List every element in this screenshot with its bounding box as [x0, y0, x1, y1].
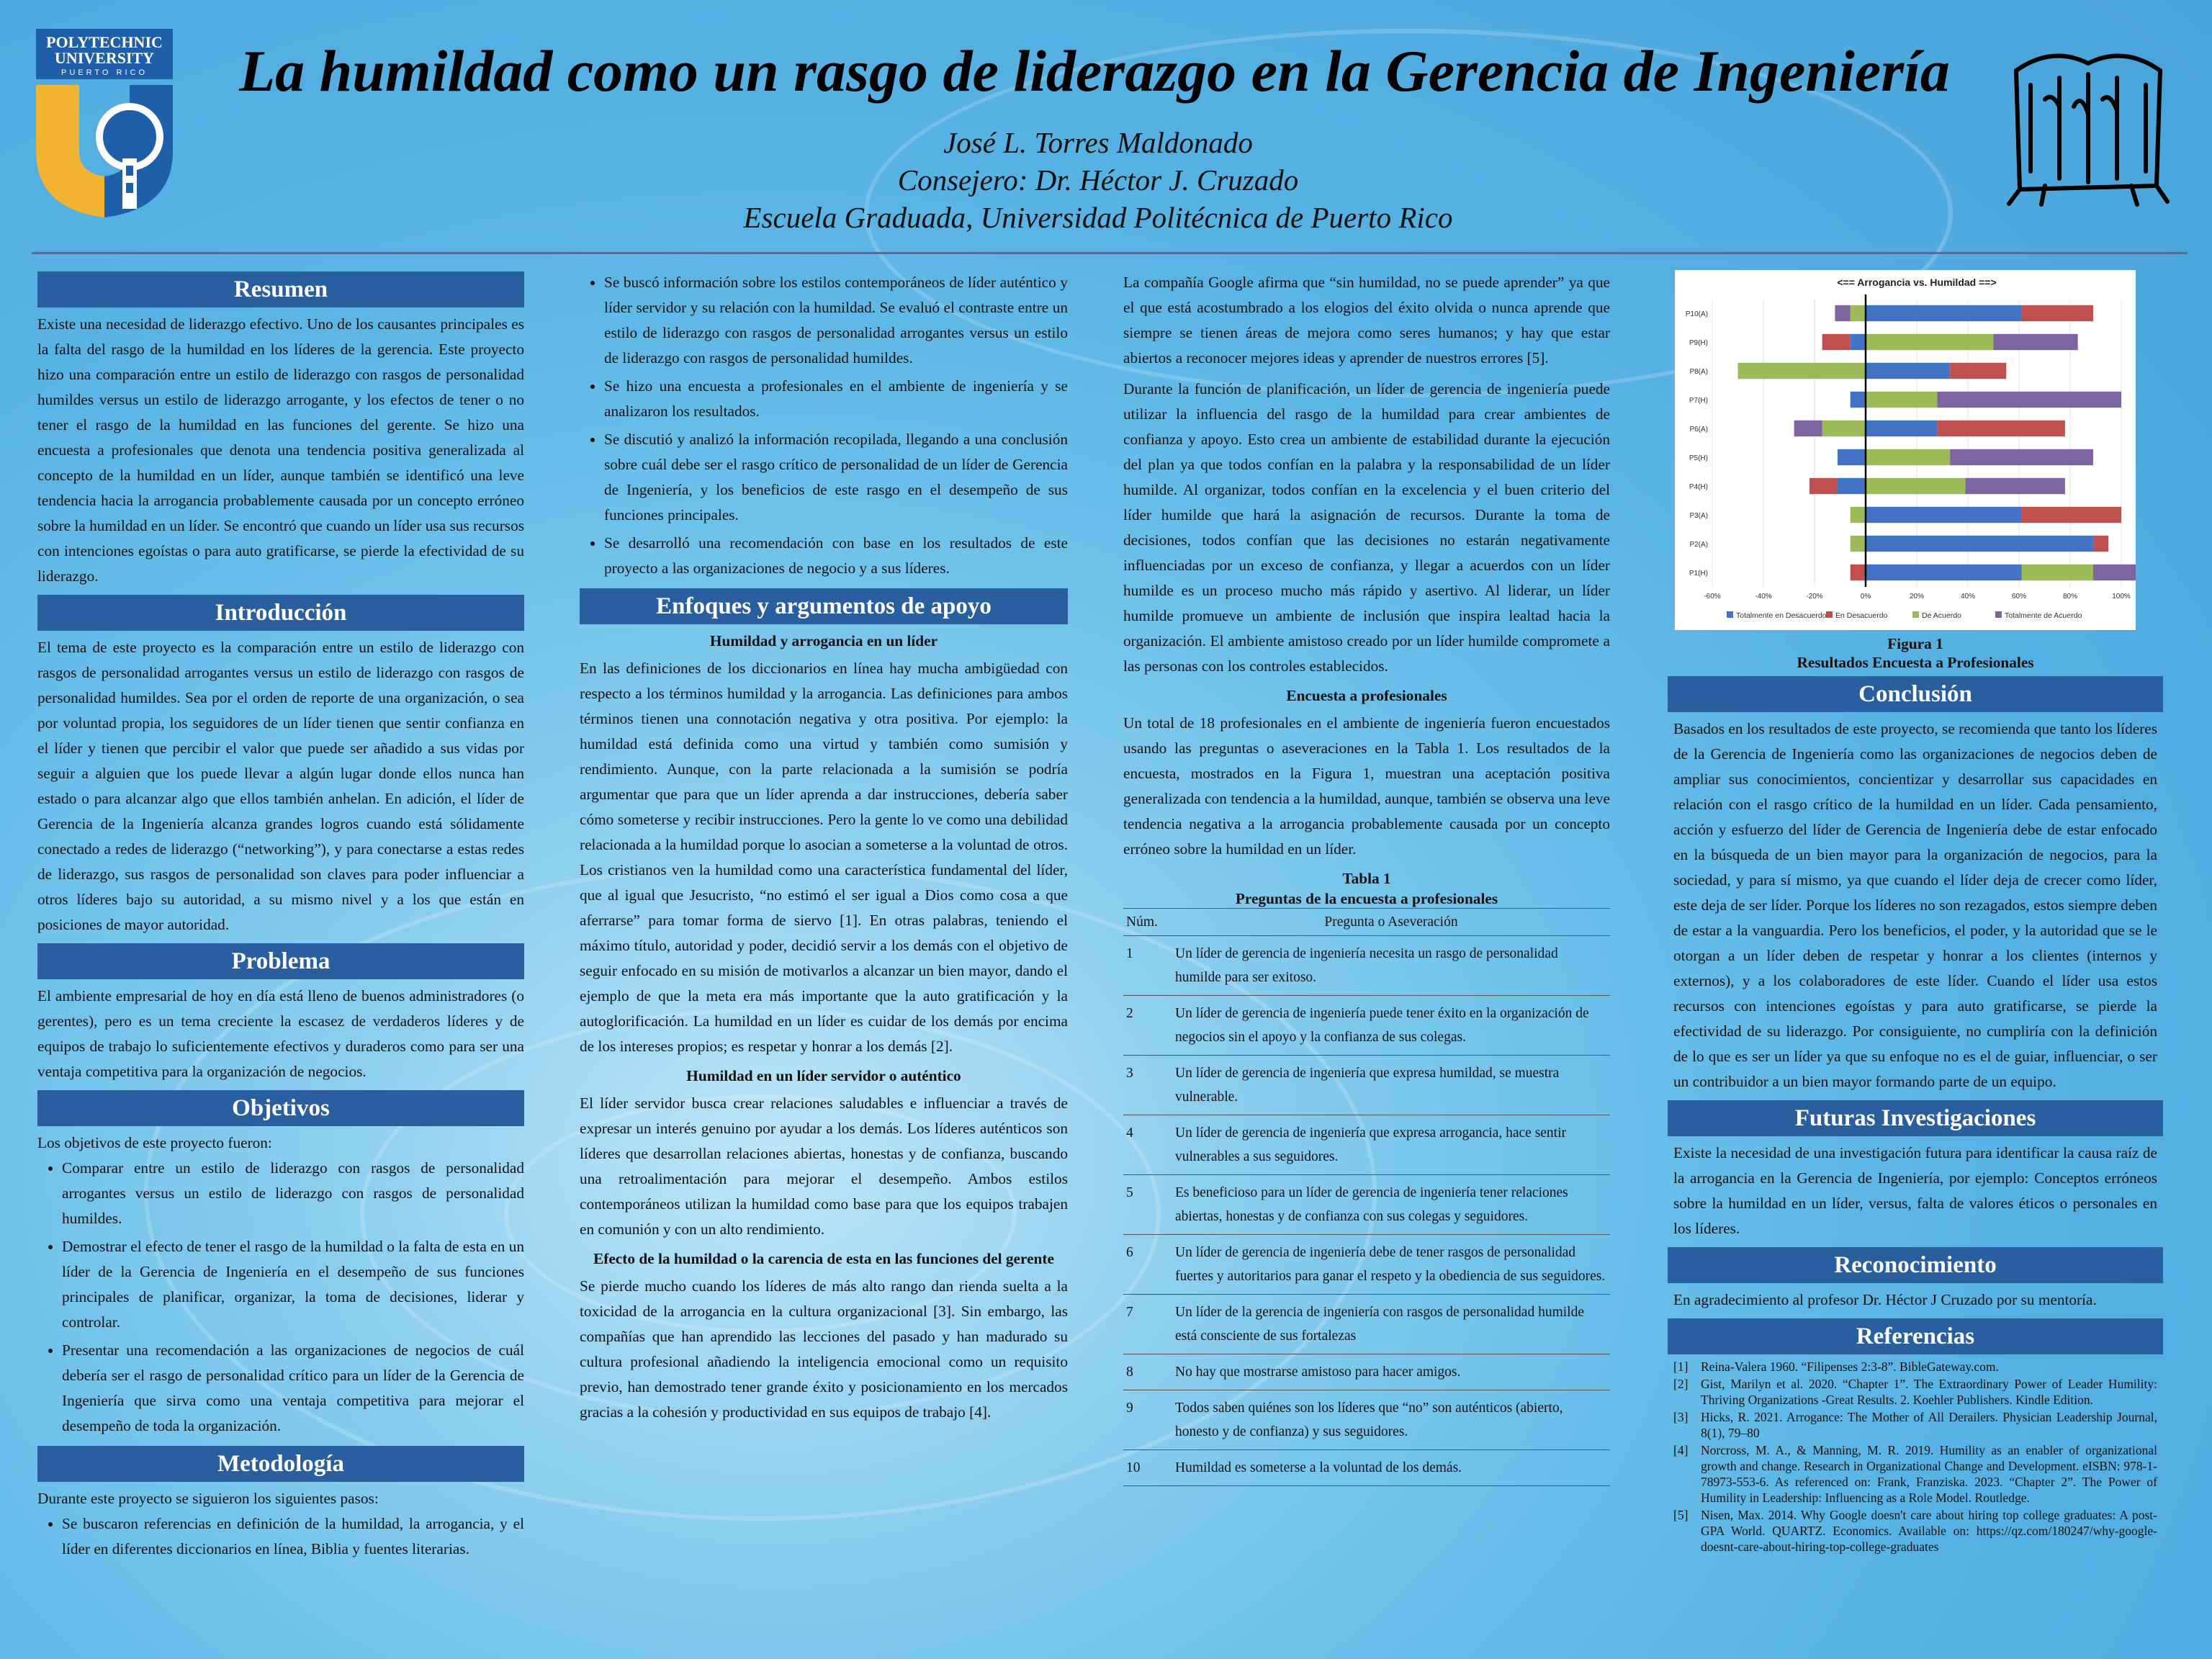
table-cell-question: Es beneficioso para un líder de gerencia de ingeniería tener relaciones abiertas, honestas y de confianza con sus colegas y seguidores. [1172, 1175, 1610, 1235]
enfoques-subheading-1: Humildad y arrogancia en un líder [709, 632, 938, 649]
reference-text: Hicks, R. 2021. Arrogance: The Mother of All Derailers. Physician Leadership Journal, 8(1), 79–80 [1701, 1410, 2157, 1440]
chart-tick-label: 40% [1960, 593, 1976, 601]
metodologia-list-b [580, 270, 1068, 581]
chart-bar [1866, 507, 2022, 523]
column-3 [1123, 270, 1610, 1486]
enfoques-subheading-3: Efecto de la humildad o la carencia de esta en las funciones del gerente [593, 1250, 1054, 1267]
table-row [1123, 1295, 1610, 1354]
chart-bar [2022, 565, 2093, 580]
table-row [1123, 1115, 1610, 1175]
column-1 [37, 270, 524, 1565]
chart-bar [1838, 478, 1866, 494]
reference-item [1673, 1359, 2157, 1375]
enfoques-text-5: Durante la función de planificación, un líder de gerencia de ingeniería puede utilizar la influencia del rasgo de la humildad para crear ambientes de confianza y apoyo. Esto crea un ambiente de estabilidad durante la ejecución del plan ya que todos confían en la palabra y la responsabilidad de un líder humilde. Al organizar, todos confían en la excelencia y el buen criterio del líder humilde que hará la asignación de recursos. Durante la toma de decisiones, todos confían que las decisiones no estarán negativamente influenciadas por un exceso de confianza, y llegar a acuerdos con un líder humilde es un proceso mucho más rápido y asertivo. Al liderar, un líder humilde promueve un ambiente de inclusión que inspira lealtad hacia la organización. El ambiente amistoso creado por un líder humilde compromete a las personas con los controles establecidos. [1123, 380, 1610, 675]
survey-chart [1675, 270, 2136, 630]
table-row [1123, 1175, 1610, 1235]
table-row [1123, 1235, 1610, 1295]
enfoques-subheading-2: Humildad en un líder servidor o auténtico [686, 1067, 961, 1084]
author-block [360, 124, 1836, 236]
reconocimiento-heading: Reconocimiento [1668, 1247, 2163, 1283]
chart-bar [1822, 421, 1866, 436]
metodologia-intro: Durante este proyecto se siguieron los siguientes pasos: [37, 1490, 379, 1507]
chart-legend-swatch [1912, 611, 1919, 618]
figure-caption-text: Resultados Encuesta a Profesionales [1797, 654, 2034, 671]
chart-tick-label: 100% [2112, 593, 2131, 601]
chart-bar [1738, 363, 1866, 379]
chart-bar [1822, 334, 1851, 350]
chart-bar [1866, 565, 2022, 580]
chart-legend-label: Totalmente en Desacuerdo [1736, 611, 1827, 620]
encuesta-subheading: Encuesta a profesionales [1286, 687, 1447, 704]
chart-category-label: P3(A) [1689, 512, 1708, 520]
table-cell-num: 4 [1123, 1115, 1172, 1175]
reconocimiento-text: En agradecimiento al profesor Dr. Héctor J Cruzado por su mentoría. [1673, 1291, 2097, 1308]
table-subtitle: Preguntas de la encuesta a profesionales [1235, 890, 1498, 907]
chart-bar [1866, 334, 1994, 350]
survey-table [1123, 908, 1610, 1486]
logo-line-2: UNIVERSITY [54, 49, 155, 67]
header-divider [32, 252, 2188, 254]
table-cell-question: Un líder de gerencia de ingeniería que expresa arrogancia, hace sentir vulnerables a sus seguidores. [1172, 1115, 1610, 1175]
metodologia-item: • Se discutió y analizó la información recopilada, llegando a una conclusión sobre cuál debe ser el rasgo crítico de personalidad de un líder de Gerencia de Ingeniería, y los beneficios de este rasgo en el desempeño de sus funciones principales. [604, 427, 1068, 528]
logo-line-3: PUERTO RICO [61, 68, 148, 77]
table-cell-question: Un líder de gerencia de ingeniería puede tener éxito en la organización de negocios sin el apoyo y la confianza de sus colegas. [1172, 996, 1610, 1056]
reference-number: [1] [1673, 1359, 1689, 1374]
chart-category-label: P1(H) [1689, 570, 1708, 577]
table-cell-num: 6 [1123, 1235, 1172, 1295]
metodologia-item: • Se buscaron referencias en definición de la humildad, la arrogancia, y el líder en diferentes diccionarios en línea, Biblia y fuentes literarias. [62, 1511, 524, 1562]
chart-bar [1937, 392, 2121, 408]
chair-sketch-icon [2002, 42, 2175, 207]
table-row [1123, 1354, 1610, 1390]
enfoques-text-2: El líder servidor busca crear relaciones saludables e influenciar a través de expresar un interés genuino por ayudar a los demás. Los líderes auténticos son líderes que desarrollan relaciones abiertas, honestas y de confianza, buscando una retroalimentación para mejorar el desempeño. Ambos estilos contemporáneos utilizan la humildad como base para que los equipos trabajen en comunión y con un alto rendimiento. [580, 1094, 1068, 1238]
futuras-heading: Futuras Investigaciones [1668, 1100, 2163, 1136]
introduccion-heading: Introducción [37, 595, 524, 631]
table-row [1123, 1056, 1610, 1115]
enfoques-text-1: En las definiciones de los diccionarios en línea hay mucha ambigüedad con respecto a los términos humildad y la arrogancia. Las definiciones para ambos términos tienen una connotación negativa y otra positiva. Por ejemplo: la humildad está definida como una virtud y también como sumisión y rendimiento. Aunque, con la parte relacionada a la sumisión se podría argumentar que para que un líder aprenda a dar instrucciones, debería saber cómo someterse y recibir instrucciones. Pero la gente lo ve como una debilidad relacionada a la humildad porque lo asocian a someterse a la voluntad de otros. Los cristianos ven la humildad como una característica fundamental del líder, que al igual que Jesucristo, “no estimó el ser igual a Dios como cosa a que aferrarse” para tomar forma de siervo [1]. En otras palabras, teniendo el máximo título, autoridad y poder, decidió servir a los demás con el objetivo de seguir enfocado en su misión de motivarlos a alcanzar un bien mayor, dando el ejemplo de que la meta era más importante que la auto gratificación y la autoglorificación. La humildad en un líder es cuidar de los demás por encima de los intereses propios; es respetar y honrar a los demás [2]. [580, 660, 1068, 1055]
poster-title: La humildad como un rasgo de liderazgo en la Gerencia de Ingeniería [239, 38, 1950, 104]
references-list [1668, 1359, 2163, 1555]
chart-bar [1851, 536, 1866, 552]
table-cell-num: 10 [1123, 1450, 1172, 1486]
chart-bar [1794, 421, 1822, 436]
reference-item [1673, 1376, 2157, 1408]
figure-caption [1668, 634, 2163, 672]
table-cell-question: Un líder de gerencia de ingeniería necesita un rasgo de personalidad humilde para ser exitoso. [1172, 936, 1610, 996]
objetivos-list [37, 1156, 524, 1439]
chart-bar [1866, 449, 1950, 465]
chart-bar [1950, 363, 2006, 379]
reference-text: Norcross, M. A., & Manning, M. R. 2019. Humility as an enabler of organizational growth and change. Research in Organizational Change and Development. eISBN: 978-1-78973-553-6. As referenced on: Frank, Franziska. 2023. “Chapter 2”. The Power of Humility in Leadership: Influencing as a Role Model. Routledge. [1701, 1443, 2157, 1505]
reference-number: [2] [1673, 1377, 1689, 1391]
chart-category-label: P6(A) [1689, 426, 1708, 433]
chart-legend-swatch [1727, 611, 1733, 618]
conclusion-heading: Conclusión [1668, 676, 2163, 712]
table-cell-question: Un líder de la gerencia de ingeniería con rasgos de personalidad humilde está consciente de sus fortalezas [1172, 1295, 1610, 1354]
table-header-num: Núm. [1123, 909, 1172, 936]
table-cell-num: 9 [1123, 1390, 1172, 1450]
chart-tick-label: 20% [1909, 593, 1925, 601]
chart-bar [1851, 392, 1866, 408]
school-name: Escuela Graduada, Universidad Politécnica de Puerto Rico [743, 201, 1453, 234]
column-2 [580, 270, 1068, 1431]
chart-bar [1866, 536, 2093, 552]
enfoques-heading: Enfoques y argumentos de apoyo [580, 588, 1068, 624]
table-cell-num: 3 [1123, 1056, 1172, 1115]
chart-bar [2022, 507, 2121, 523]
reference-item [1673, 1507, 2157, 1555]
chart-tick-label: -40% [1755, 593, 1772, 601]
objetivo-item: • Presentar una recomendación a las organizaciones de negocios de cuál debería ser el rasgo de personalidad crítico para un líder de la Gerencia de Ingeniería que sirva como una ventaja competitiva para mejorar el desempeño de toda la organización. [62, 1338, 524, 1439]
encuesta-text: Un total de 18 profesionales en el ambiente de ingeniería fueron encuestados usando las preguntas o aseveraciones en la Tabla 1. Los resultados de la encuesta, mostrados en la Figura 1, muestran una aceptación positiva generalizada con tendencia a la humildad, aunque, también se observa una leve tendencia negativa a la arrogancia probablemente causada por un concepto erróneo sobre la humildad en un líder. [1123, 714, 1610, 858]
chart-bar [1937, 421, 2065, 436]
chart-category-label: P2(A) [1689, 541, 1708, 549]
chart-legend-swatch [1826, 611, 1833, 618]
table-cell-question: Humildad es someterse a la voluntad de los demás. [1172, 1450, 1610, 1486]
reference-number: [3] [1673, 1410, 1689, 1424]
enfoques-text-3: Se pierde mucho cuando los líderes de más alto rango dan rienda suelta a la toxicidad de la arrogancia en la cultura organizacional [3]. Sin embargo, las compañías que han aprendido las lecciones del pasado y han madurado su cultura profesional añadiendo la inteligencia emocional como un requisito previo, han demostrado tener grande éxito y posicionamiento en los mercados gracias a la cohesión y productividad en sus equipos de trabajo [4]. [580, 1277, 1068, 1421]
column-4 [1668, 270, 2163, 1556]
objetivo-item: • Comparar entre un estilo de liderazgo con rasgos de personalidad arrogantes versus un estilo de liderazgo con rasgos de personalidad humildes. [62, 1156, 524, 1231]
table-cell-num: 1 [1123, 936, 1172, 996]
table-cell-num: 7 [1123, 1295, 1172, 1354]
table-header-question: Pregunta o Aseveración [1172, 909, 1610, 936]
reference-text: Gist, Marilyn et al. 2020. “Chapter 1”. The Extraordinary Power of Leader Humility: Thriving Organizations -Great Results. 2. Koehler Publishers. Kindle Edition. [1701, 1377, 2157, 1407]
advisor-name: Consejero: Dr. Héctor J. Cruzado [897, 163, 1299, 197]
chart-svg [1675, 270, 2136, 630]
chart-bar [1851, 507, 1866, 523]
metodologia-heading: Metodología [37, 1446, 524, 1482]
chart-bar [1809, 478, 1838, 494]
reference-text: Reina-Valera 1960. “Filipenses 2:3-8”. BibleGateway.com. [1701, 1359, 1999, 1374]
chart-bar [1851, 305, 1866, 321]
chart-tick-label: 60% [2011, 593, 2027, 601]
chart-legend-label: Totalmente de Acuerdo [2005, 611, 2082, 620]
reference-number: [4] [1673, 1443, 1689, 1457]
chart-category-label: P7(H) [1689, 397, 1708, 405]
chart-bar [2022, 305, 2093, 321]
objetivo-item: • Demostrar el efecto de tener el rasgo de la humildad o la falta de esta en un líder de la Gerencia de Ingeniería en el desempeño de sus funciones principales de planificar, organizar, la toma de decisiones, liderar y controlar. [62, 1234, 524, 1335]
chart-legend-swatch [1995, 611, 2002, 618]
metodologia-list-a [37, 1511, 524, 1562]
chart-category-label: P5(H) [1689, 454, 1708, 462]
reference-item [1673, 1409, 2157, 1441]
referencias-heading: Referencias [1668, 1318, 2163, 1354]
chart-category-label: P4(H) [1689, 483, 1708, 491]
chart-title: <== Arrogancia vs. Humildad ==> [1837, 276, 1997, 288]
chart-bar [1835, 305, 1850, 321]
chart-bar [1851, 565, 1866, 580]
table-cell-question: Todos saben quiénes son los líderes que “no” son auténticos (abierto, honesto y de confianza) y sus seguidores. [1172, 1390, 1610, 1450]
chart-tick-label: 0% [1860, 593, 1871, 601]
chart-legend-label: En Desacuerdo [1835, 611, 1888, 620]
table-cell-num: 5 [1123, 1175, 1172, 1235]
author-name: José L. Torres Maldonado [943, 126, 1253, 159]
table-cell-question: No hay que mostrarse amistoso para hacer amigos. [1172, 1354, 1610, 1390]
chart-bar [1866, 421, 1937, 436]
chart-bar [1965, 478, 2064, 494]
table-row [1123, 1390, 1610, 1450]
university-logo [36, 29, 173, 217]
table-cell-num: 2 [1123, 996, 1172, 1056]
objetivos-intro: Los objetivos de este proyecto fueron: [37, 1134, 272, 1151]
table-cell-question: Un líder de gerencia de ingeniería que expresa humildad, se muestra vulnerable. [1172, 1056, 1610, 1115]
metodologia-item: • Se buscó información sobre los estilos contemporáneos de líder auténtico y líder servidor y su relación con la humildad. Se evaluó el contraste entre un estilo de liderazgo con rasgos de personalidad arrogantes versus un estilo de liderazgo con rasgos de personalidad humildes. [604, 270, 1068, 371]
chart-bar [1950, 449, 2093, 465]
chart-category-label: P10(A) [1685, 310, 1708, 318]
introduccion-text: El tema de este proyecto es la comparación entre un estilo de liderazgo con rasgos de personalidad arrogantes versus un estilo de liderazgo con rasgos de personalidad humildes. Sea por el orden de reporte de una organización, o sea por voluntad propia, los seguidores de un líder tienen que sentir confianza en el líder y tienen que percibir el valor que puede ser añadido a sus vidas por seguir a alguien que los puede llevar a algún lugar donde ellos nunca han estado o para alcanzar algo que ellos también anhelan. En adición, el líder de Gerencia de la Ingeniería alcanza grandes logros cuando está sólidamente conectado a redes de liderazgo (“networking”), y para conectarse a estas redes de liderazgo, sus rasgos de personalidad son claves para poder influenciar a otros líderes bajo su autoridad, a su mismo nivel y a los que están en posiciones de mayor autoridad. [37, 639, 524, 933]
enfoques-text-4: La compañía Google afirma que “sin humildad, no se puede aprender” ya que el que está acostumbrado a los elogios del éxito olvida o nunca aprende que siempre se tienen áreas de mejora como seres humanos; y hay que estar abiertos a reconocer mejores ideas y aprender de nuestros errores [5]. [1123, 274, 1610, 367]
metodologia-item: • Se desarrolló una recomendación con base en los resultados de este proyecto a las organizaciones de negocio y a sus líderes. [604, 531, 1068, 581]
logo-line-1: POLYTECHNIC [46, 33, 163, 51]
table-row [1123, 1450, 1610, 1486]
chart-bar [1866, 392, 1937, 408]
table-row [1123, 936, 1610, 996]
table-label: Tabla 1 [1342, 870, 1391, 887]
reference-text: Nisen, Max. 2014. Why Google doesn't care about hiring top college graduates: A post-GPA World. QUARTZ. Economics. Available on: https://qz.com/180247/why-google-doesnt-care-about-hiring-top-college-graduates [1701, 1508, 2157, 1554]
chart-bar [1851, 334, 1866, 350]
chart-tick-label: -20% [1806, 593, 1823, 601]
conclusion-text: Basados en los resultados de este proyecto, se recomienda que tanto los líderes de la Gerencia de Ingeniería como las organizaciones de negocios deben de ampliar sus conocimientos, concientizar y desarrollar sus capacidades en relación con el rasgo crítico de la humildad en un líder. Cada pensamiento, acción y esfuerzo del líder de Gerencia de Ingeniería debe de estar enfocado en la búsqueda de un bien mayor para la organización de negocios, para la sociedad, y para sí mismo, ya que cuando el líder deja de crecer como líder, este deja de ser líder. Porque los líderes no son rezagados, estos siempre deben de estar a la vanguardia. Pero los beneficios, el poder, y la autoridad que se le otorgan a un líder deben de respetar y honrar a los clientes (internos y externos), y a los colaboradores de este líder. Cuando el líder usa estos recursos con intenciones egoístas y para auto gratificarse, se pierde la efectividad de su liderazgo. Por consiguiente, no cumpliría con la definición de lo que es ser un líder ya que su enfoque no es el de guiar, influenciar, o ser un contribuidor a un bien mayor formando parte de un equipo. [1673, 720, 2157, 1090]
problema-heading: Problema [37, 943, 524, 979]
chart-category-label: P8(A) [1689, 368, 1708, 376]
reference-item [1673, 1442, 2157, 1506]
chart-tick-label: 80% [2062, 593, 2078, 601]
chart-tick-label: -60% [1704, 593, 1721, 601]
reference-number: [5] [1673, 1508, 1689, 1522]
resumen-text: Existe una necesidad de liderazgo efectivo. Uno de los causantes principales es la falta del rasgo de la humildad en los líderes de la gerencia. Este proyecto hizo una comparación entre un estilo de liderazgo con rasgos de personalidad humildes versus un estilo de liderazgo arrogante, y los efectos de tener o no tener el rasgo de la humildad en las funciones del gerente. Se hizo una encuesta a profesionales que denota una tendencia positiva generalizada al concepto de la humildad en un líder, aunque también se identificó una leve tendencia hacia la arrogancia probablemente causada por un concepto erróneo sobre la humildad en un líder. Se encontró que cuando un líder usa sus recursos con intenciones egoístas o para auto gratificarse, se pierde la efectividad de su liderazgo. [37, 315, 525, 585]
figure-label: Figura 1 [1887, 635, 1943, 652]
chart-bar [1838, 449, 1866, 465]
chart-bar [2093, 565, 2136, 580]
table-title [1123, 868, 1610, 908]
chart-category-label: P9(H) [1689, 339, 1708, 347]
objetivos-heading: Objetivos [37, 1090, 524, 1126]
table-cell-num: 8 [1123, 1354, 1172, 1390]
chart-bar [1866, 305, 2022, 321]
futuras-text: Existe la necesidad de una investigación futura para identificar la causa raíz de la arrogancia en la Gerencia de Ingeniería, por ejemplo: Conceptos erróneos sobre la humildad en un líder, versus, falta de valores éticos o personales en los líderes. [1673, 1144, 2157, 1237]
chart-bar [2093, 536, 2108, 552]
chart-bar [1866, 478, 1965, 494]
resumen-heading: Resumen [37, 271, 524, 307]
chart-legend-label: De Acuerdo [1922, 611, 1961, 620]
chart-bar [1994, 334, 2078, 350]
table-row [1123, 996, 1610, 1056]
chart-bar [1866, 363, 1950, 379]
metodologia-item: • Se hizo una encuesta a profesionales en el ambiente de ingeniería y se analizaron los resultados. [604, 374, 1068, 424]
table-cell-question: Un líder de gerencia de ingeniería debe de tener rasgos de personalidad fuertes y autoritarios para ganar el respeto y la obediencia de sus seguidores. [1172, 1235, 1610, 1295]
problema-text: El ambiente empresarial de hoy en día está lleno de buenos administradores (o gerentes), pero es un tema creciente la escasez de verdaderos líderes y de equipos de trabajo lo suficientemente efectivos y duraderos como para ser una ventaja competitiva para la organización de negocios. [37, 987, 524, 1080]
